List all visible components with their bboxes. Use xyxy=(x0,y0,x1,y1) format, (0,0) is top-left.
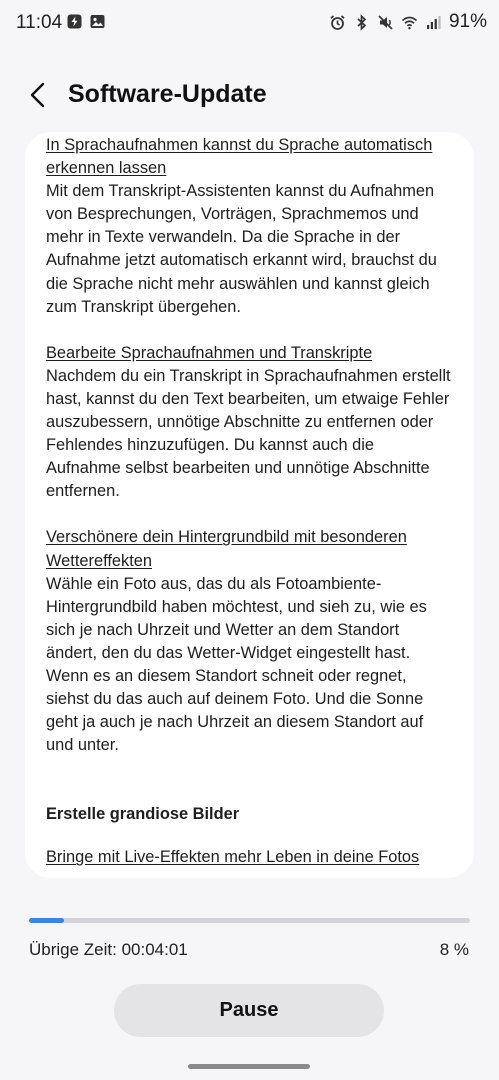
section-title: In Sprachaufnahmen kannst du Sprache automatisch erkennen lassen xyxy=(46,136,433,178)
status-left-icons xyxy=(66,13,106,30)
progress-fill xyxy=(29,918,64,923)
back-arrow-icon[interactable] xyxy=(26,80,52,110)
image-icon xyxy=(89,13,106,30)
section-body: Nachdem du ein Transkript in Sprachaufnahmen erstellt hast, kannst du den Text bearbeiten, um etwaige Fehler auszubessern, unnötige Abschnitte zu entfernen oder Fehlendes hinzuzufügen. Du kannst auch die Aufnahme selbst bearbeiten und unnötige Abschnitte entfernen. xyxy=(46,366,451,501)
page-title: Software-Update xyxy=(68,80,267,108)
update-notes-card[interactable] xyxy=(25,132,474,878)
download-progress-bar xyxy=(29,918,470,923)
home-indicator[interactable] xyxy=(188,1064,310,1069)
pause-button[interactable]: Pause xyxy=(114,984,384,1037)
signal-icon xyxy=(425,14,442,31)
section-body: Wähle ein Foto aus, das du als Fotoambiente-Hintergrundbild haben möchtest, und sieh zu, wie es sich je nach Uhrzeit und Wetter an dem Standort ändert, den du das Wetter-Widget eingestellt hast. Wenn es an diesem Standort schneit oder regnet, siehst du das auch auf deinem Foto. Und die Sonne geht ja auch je nach Uhrzeit an diesem Standort auf und unter. xyxy=(46,574,427,755)
section-body: Mit dem Transkript-Assistenten kannst du Aufnahmen von Besprechungen, Vorträgen, Sprachmemos und mehr in Texte verwandeln. Da die Sprache in der Aufnahme jetzt automatisch erkannt wird, brauchst du die Sprache nicht mehr auswählen und kannst gleich zum Transkript übergehen. xyxy=(46,182,437,316)
alarm-icon xyxy=(329,14,346,31)
section-title: Verschönere dein Hintergrundbild mit besonderen Wettereffekten xyxy=(46,528,407,570)
bolt-app-icon xyxy=(66,13,83,30)
bluetooth-icon xyxy=(353,14,370,31)
app-header xyxy=(0,70,499,120)
status-bar xyxy=(0,0,499,46)
status-right-icons xyxy=(329,11,487,33)
notes-section xyxy=(46,342,452,504)
section-title: Bearbeite Sprachaufnahmen und Transkripte xyxy=(46,343,373,362)
bold-heading: Erstelle grandiose Bilder xyxy=(46,805,240,824)
mute-icon xyxy=(377,14,394,31)
section-title: Bringe mit Live-Effekten mehr Leben in deine Fotos xyxy=(46,848,420,867)
progress-percent: 8 % xyxy=(439,940,469,959)
wifi-icon xyxy=(401,14,418,31)
battery-percent: 91% xyxy=(448,11,487,32)
notes-section xyxy=(46,134,452,319)
remaining-time: Übrige Zeit: 00:04:01 xyxy=(29,940,188,959)
notes-section xyxy=(46,526,452,757)
update-notes-content xyxy=(25,132,474,870)
status-time: 11:04 xyxy=(16,12,63,33)
